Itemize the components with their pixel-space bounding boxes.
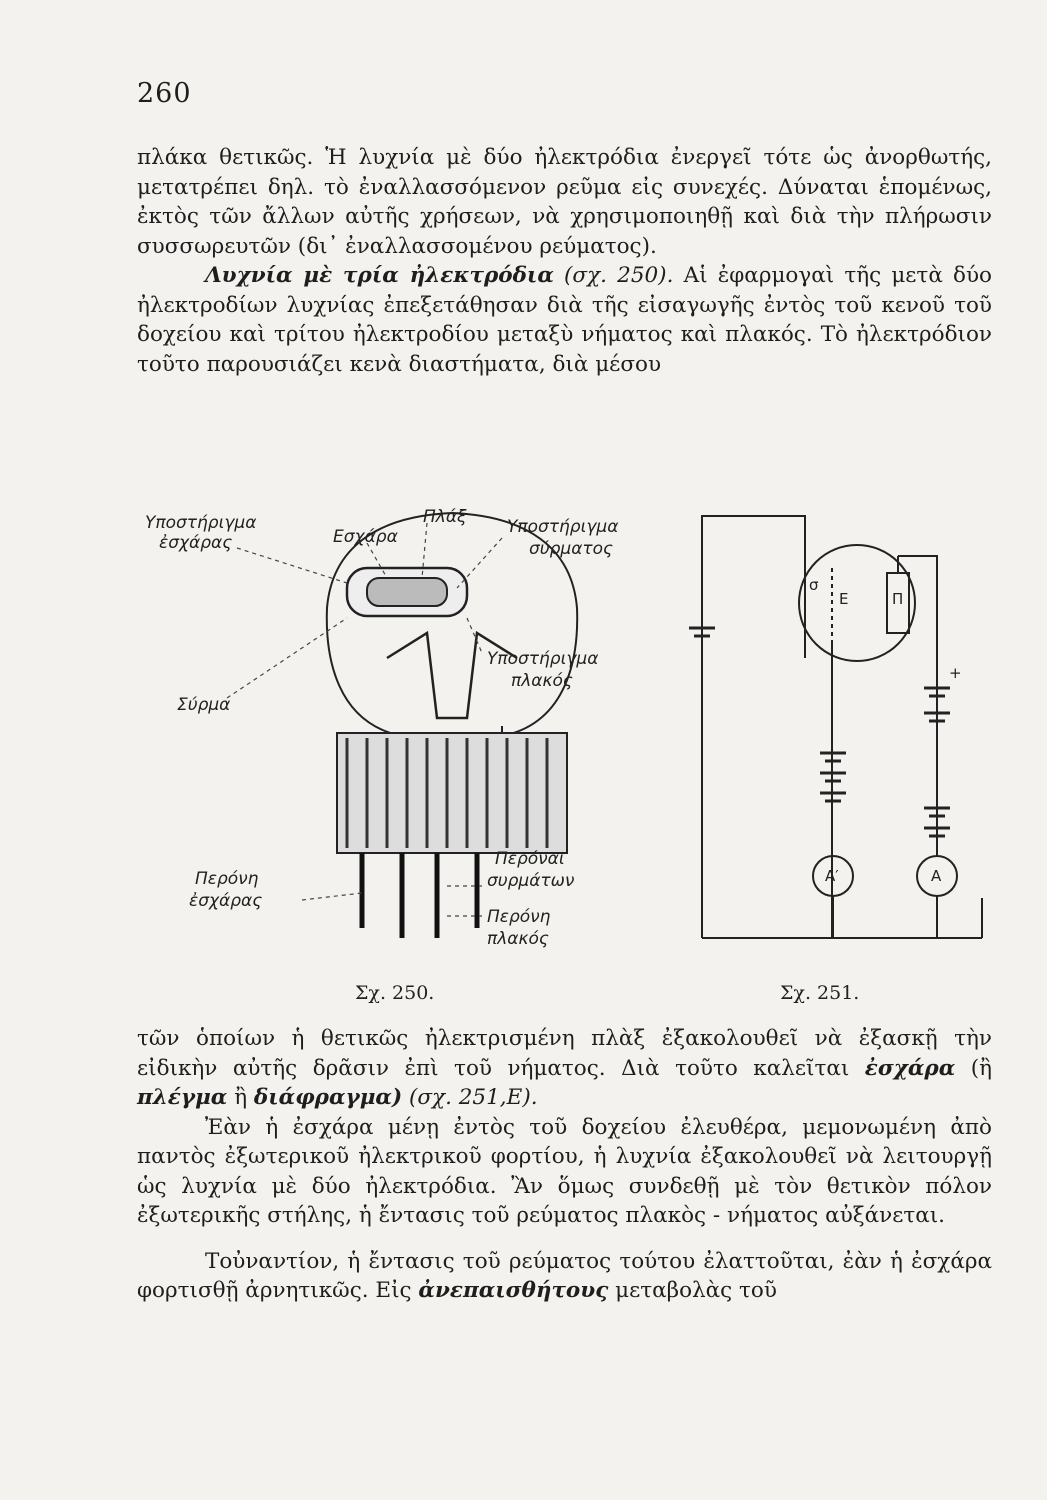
term-mesh: πλέγμα xyxy=(137,1085,228,1110)
label-meter-left: A′ xyxy=(825,867,839,885)
paragraph-triode xyxy=(137,261,992,379)
label-wire-pins-1: Περόναι xyxy=(495,849,565,869)
label-plate-support-1: Υποστήριγμα xyxy=(487,649,599,669)
paragraph-triode-text: Αἱ ἐφαρμογαὶ τῆς μετὰ δύο ἠλεκτροδίων λυχνίας ἐπεξετάθησαν διὰ τῆς εἰσαγωγῆς ἐντὸς τοῦ κενοῦ τοῦ δοχείου καὶ τρίτου ἠλεκτροδίου μεταξὺ νήματος καὶ πλακός. Τὸ ἠλεκτρόδιον τοῦτο παρουσιάζει κενὰ διαστήματα, διὰ μέσου xyxy=(137,263,992,377)
top-text-block xyxy=(137,143,992,379)
label-plate: Πλάξ xyxy=(423,507,467,527)
triode-tube-drawing xyxy=(137,498,992,1018)
label-plate-p: Π xyxy=(892,590,904,608)
label-wire-support-2: σύρματος xyxy=(529,539,614,559)
paragraph-rectifier: πλάκα θετικῶς. Ἡ λυχνία μὲ δύο ἠλεκτρόδια ἐνεργεῖ τότε ὡς ἀνορθωτής, μετατρέπει δηλ. τὸ ἐναλλασσόμενον ρεῦμα εἰς συνεχές. Δύναται ἑπομένως, ἐκτὸς τῶν ἄλλων αὐτῆς χρήσεων, νὰ χρησιμοποιηθῇ καὶ διὰ τὴν πλήρωσιν συσσωρευτῶν (δι᾽ ἐναλλασσομένου ρεύματος). xyxy=(137,145,992,259)
paragraph-negative-grid-text: Τοὐναντίον, ἡ ἔντασις τοῦ ρεύματος τούτου ἐλαττοῦται, ἐὰν ἡ ἐσχάρα φορτισθῇ ἀρνητικῶς. Εἰς xyxy=(137,1248,992,1303)
label-plus: + xyxy=(949,664,962,682)
paragraph-negative-grid-end: μεταβολὰς τοῦ xyxy=(608,1278,777,1303)
term-diaphragm: διάφραγμα) xyxy=(253,1085,403,1110)
label-grid-support-2: ἐσχάρας xyxy=(159,533,233,553)
caption-figure-250: Σχ. 250. xyxy=(355,982,435,1004)
section-heading-triode: Λυχνία μὲ τρία ἠλεκτρόδια xyxy=(205,263,554,288)
circuit-outer-frame xyxy=(702,516,805,658)
term-separator-2: ἢ xyxy=(227,1085,254,1110)
paragraph-grid-definition-text: τῶν ὁποίων ἡ θετικῶς ἠλεκτρισμένη πλὰξ ἐξακολουθεῖ νὰ ἐξασκῇ τὴν εἰδικὴν αὐτῆς δρᾶσιν ἐπὶ τοῦ νήματος. Διὰ τοῦτο καλεῖται xyxy=(137,1026,992,1081)
paragraph-grid-definition xyxy=(137,1024,992,1113)
label-wire-pins-2: συρμάτων xyxy=(487,871,575,891)
label-plate-pin-1: Περόνη xyxy=(487,907,551,927)
term-separator-1: (ἢ xyxy=(955,1055,992,1081)
tube-base xyxy=(337,733,567,853)
label-wire: Σύρμα xyxy=(177,695,231,715)
caption-figure-251: Σχ. 251. xyxy=(780,982,860,1004)
paragraph-free-grid: Ἐὰν ἡ ἐσχάρα μένῃ ἐντὸς τοῦ δοχείου ἐλευθέρα, μεμονωμένη ἀπὸ παντὸς ἐξωτερικοῦ ἠλεκτρικοῦ φορτίου, ἡ λυχνία ἐξακολουθεῖ νὰ λειτουργῇ ὡς λυχνία μὲ δύο ἠλεκτρόδια. Ἂν ὅμως συνδεθῇ μὲ τὸν θετικὸν πόλον ἐξωτερικῆς στήλης, ἡ ἔντασις τοῦ ρεύματος πλακὸς - νήματος αὐξάνεται. xyxy=(137,1114,992,1228)
label-grid-pin-1: Περόνη xyxy=(195,869,259,889)
term-imperceptible: ἀνεπαισθήτους xyxy=(418,1278,609,1303)
stem-press xyxy=(387,633,517,718)
figures-area xyxy=(137,498,992,1018)
page-number: 260 xyxy=(137,78,192,109)
label-plate-support-2: πλακός xyxy=(511,671,573,691)
label-grid-e: Ε xyxy=(839,590,849,608)
label-grid: Εσχάρα xyxy=(333,527,398,547)
bottom-text-block xyxy=(137,1024,992,1306)
label-grid-pin-2: ἐσχάρας xyxy=(189,891,263,911)
figure-reference-251: (σχ. 251,Ε). xyxy=(402,1085,538,1110)
label-sigma: σ xyxy=(809,576,819,594)
paragraph-gap xyxy=(137,1231,992,1247)
paragraph-negative-grid xyxy=(137,1247,992,1306)
label-meter-right: A xyxy=(931,867,942,885)
label-grid-support-1: Υποστήριγμα xyxy=(145,513,257,533)
term-grid: ἐσχάρα xyxy=(864,1055,956,1081)
figure-reference-250: (σχ. 250). xyxy=(553,263,674,288)
label-wire-support-1: Υποστήριγμα xyxy=(507,517,619,537)
label-plate-pin-2: πλακός xyxy=(487,929,549,949)
